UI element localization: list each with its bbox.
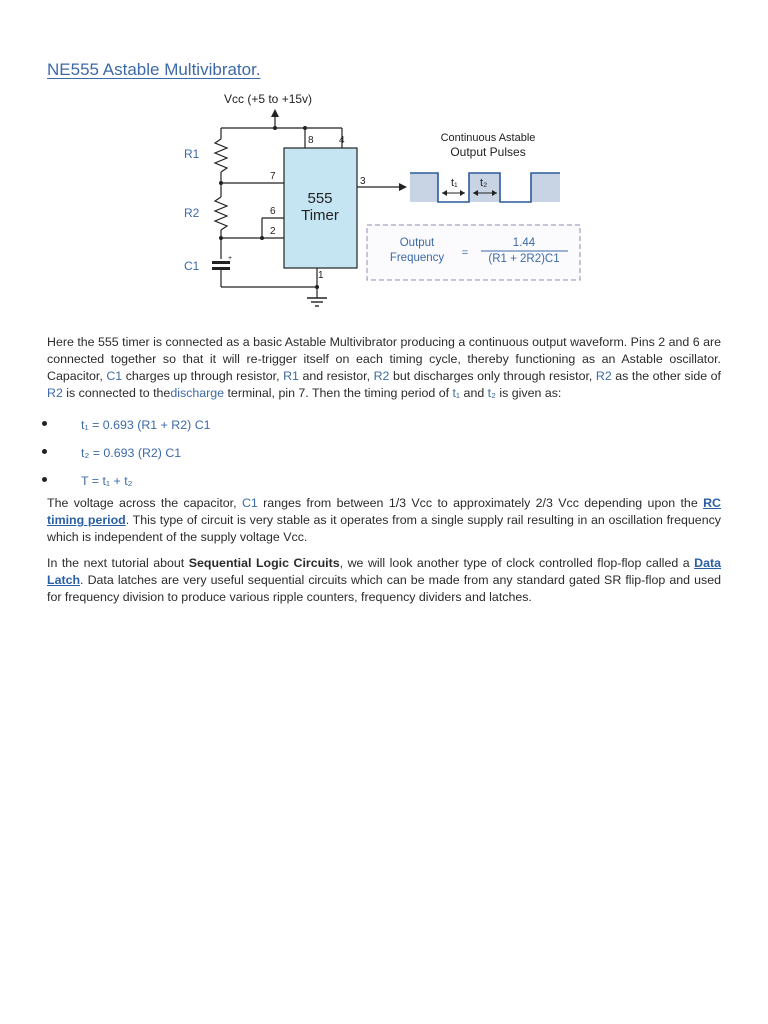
- svg-text:7: 7: [270, 171, 276, 182]
- svg-text:2: 2: [270, 226, 276, 237]
- r1-ref: R1: [283, 369, 299, 383]
- svg-text:+: +: [228, 255, 233, 262]
- r2-resistor: [215, 197, 227, 230]
- next-tutorial-paragraph: In the next tutorial about Sequential Logic Circuits, we will look another type of clock controlled flop-flop called a Data Latch. Data latches are very useful sequential circuits which can be made from any standard gated SR flip-flop and used for frequency division to produce various ripple counters, frequency dividers and latches.: [47, 556, 722, 604]
- svg-text:4: 4: [339, 135, 345, 146]
- equation-t1: t₁ = 0.693 (R1 + R2) C1: [81, 418, 211, 432]
- output-title-line2: Output Pulses: [450, 145, 526, 159]
- bullet-icon: [42, 421, 47, 426]
- r2-label: R2: [184, 206, 200, 220]
- formula-label-frequency: Frequency: [389, 252, 445, 264]
- chip-label-timer: Timer: [301, 207, 339, 224]
- r2-ref: R2: [47, 386, 63, 400]
- formula-label-output: Output: [399, 237, 435, 249]
- sequential-logic-bold: Sequential Logic Circuits: [188, 556, 340, 570]
- output-title-line1: Continuous Astable: [440, 132, 536, 144]
- formula-equals: =: [461, 247, 469, 259]
- t2-label: t₂: [480, 177, 488, 189]
- equation-period: T = t₁ + t₂: [81, 474, 133, 488]
- r1-label: R1: [184, 147, 200, 161]
- page-title: NE555 Astable Multivibrator.: [47, 60, 261, 79]
- formula-denominator: (R1 + 2R2)C1: [488, 253, 560, 265]
- c1-ref: C1: [241, 496, 258, 510]
- t2-ref: t₂: [487, 386, 496, 400]
- svg-text:8: 8: [308, 135, 314, 146]
- c1-ref: C1: [106, 369, 123, 383]
- discharge-ref: discharge: [170, 386, 225, 400]
- rc-timing-period-link[interactable]: RC timing period: [47, 496, 721, 527]
- vcc-arrow-head: [271, 109, 279, 117]
- svg-text:6: 6: [270, 206, 276, 217]
- bullet-icon: [42, 477, 47, 482]
- data-latch-link[interactable]: Data Latch: [47, 556, 722, 587]
- astable-circuit-diagram: [0, 84, 768, 314]
- r2-ref: R2: [595, 369, 612, 383]
- c1-label: C1: [184, 259, 200, 273]
- pulse-waveform: [410, 173, 560, 202]
- bullet-icon: [42, 449, 47, 454]
- vcc-label: Vcc (+5 to +15v): [224, 92, 313, 106]
- svg-text:1: 1: [318, 270, 324, 281]
- t1-ref: t₁: [452, 386, 461, 400]
- capacitor-paragraph: The voltage across the capacitor, C1 ranges from between 1/3 Vcc to approximately 2/3 Vcc depending upon the RC timing period. This type of circuit is very stable as it operates from a single supply rail resulting in an oscillation frequency which is independent of the supply voltage Vcc.: [47, 496, 721, 544]
- intro-paragraph: Here the 555 timer is connected as a basic Astable Multivibrator producing a continuous output waveform. Pins 2 and 6 are connected together so that it will re-trigger itself on each timing cycle, thereby functioning as an Astable oscillator. Capacitor, C1 charges up through resistor, R1 and resistor, R2 but discharges only through resistor, R2 as the other side of R2 is connected to thedischarge terminal, pin 7. Then the timing period of t₁ and t₂ is given as:: [47, 335, 721, 400]
- output-arrow-head: [399, 183, 407, 191]
- r1-resistor: [215, 139, 227, 172]
- equation-t2: t₂ = 0.693 (R2) C1: [81, 446, 182, 460]
- t1-label: t₁: [451, 177, 458, 189]
- r2-ref: R2: [373, 369, 390, 383]
- svg-text:3: 3: [360, 176, 366, 187]
- chip-label-555: 555: [307, 190, 333, 207]
- formula-numerator: 1.44: [512, 237, 536, 249]
